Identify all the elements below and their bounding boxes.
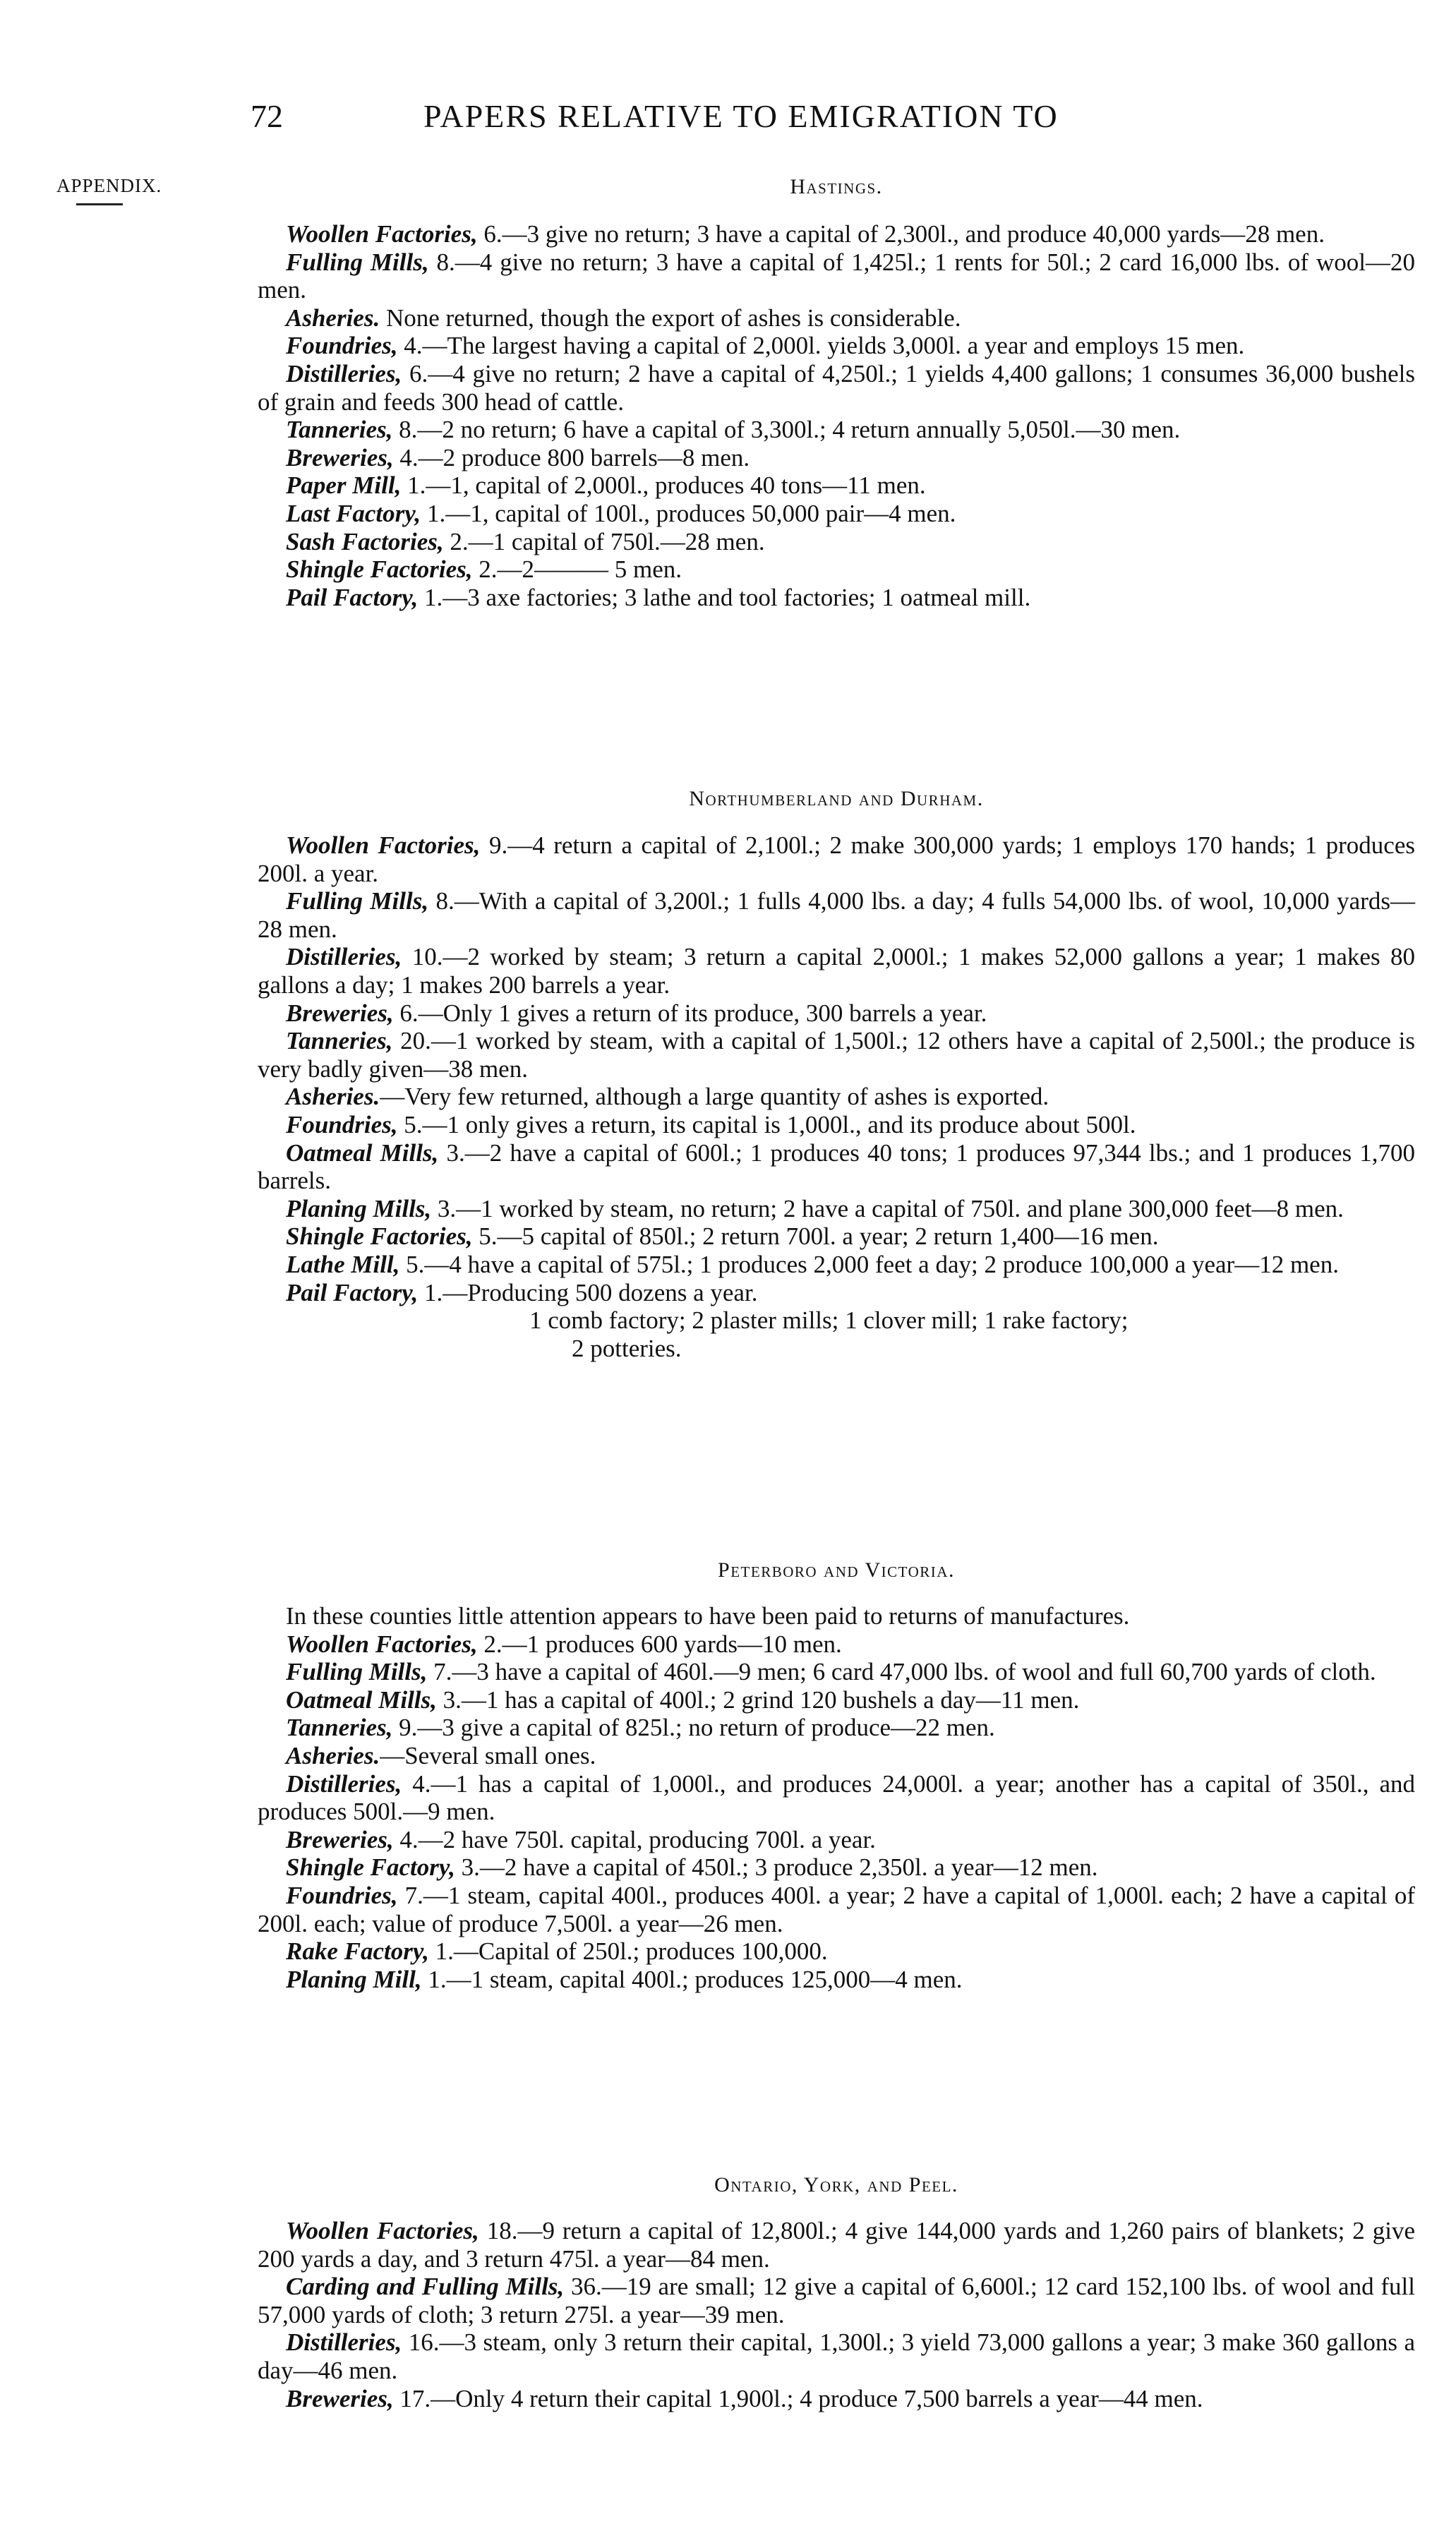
entry-paragraph (258, 1111, 1415, 1139)
entry-label: Distilleries, (286, 943, 402, 971)
entry-text: 5.—1 only gives a return, its capital is 1,000l., and its produce about 500l. (397, 1110, 1136, 1138)
entry-text: 2.—1 produces 600 yards—10 men. (477, 1630, 842, 1658)
running-head: PAPERS RELATIVE TO EMIGRATION TO (423, 98, 1059, 134)
entry-label: Tanneries, (286, 1027, 393, 1055)
section-body-northumberland (258, 831, 1415, 1362)
entry-label: Foundries, (286, 332, 398, 360)
entry-text: 1.—3 axe factories; 3 lathe and tool factories; 1 oatmeal mill. (418, 583, 1031, 611)
entry-label: Tanneries, (286, 1714, 393, 1742)
entry-text: 8.—4 give no return; 3 have a capital of 1,425l.; 1 rents for 50l.; 2 card 16,000 lbs. of wool—20 men. (258, 248, 1415, 304)
entry-text: 10.—2 worked by steam; 3 return a capital 2,000l.; 1 makes 52,000 gallons a year; 1 makes 80 gallons a day; 1 makes 200 barrels a year. (258, 943, 1415, 999)
entry-paragraph (258, 1966, 1415, 1994)
entry-text: 9.—4 return a capital of 2,100l.; 2 make 300,000 yards; 1 employs 170 hands; 1 produces 200l. a year. (258, 831, 1416, 887)
entry-paragraph (258, 1658, 1415, 1686)
entry-text: 1.—Capital of 250l.; produces 100,000. (428, 1937, 828, 1966)
entry-paragraph (258, 555, 1415, 584)
section-body-hastings (258, 220, 1415, 611)
entry-text: 7.—1 steam, capital 400l., produces 400l. a year; 2 have a capital of 1,000l. each; 2 have a capital of 200l. each; value of produce 7,500l. a year—26 men. (258, 1881, 1415, 1937)
entry-label: Fulling Mills, (286, 248, 429, 276)
entry-paragraph (258, 1602, 1415, 1630)
entry-text: —Several small ones. (380, 1741, 596, 1769)
entry-label: Shingle Factory, (286, 1853, 455, 1882)
entry-paragraph (258, 1686, 1415, 1714)
entry-label: Planing Mills, (286, 1194, 432, 1222)
entry-text: —Very few returned, although a large quantity of ashes is exported. (380, 1083, 1049, 1111)
entry-label: Shingle Factories, (286, 555, 473, 584)
entry-paragraph (258, 360, 1415, 416)
entry-text: 8.—2 no return; 6 have a capital of 3,300l.; 4 return annually 5,050l.—30 men. (392, 416, 1181, 444)
entry-label: Lathe Mill, (286, 1250, 400, 1278)
entry-text: 3.—1 has a capital of 400l.; 2 grind 120 bushels a day—11 men. (436, 1685, 1080, 1714)
entry-paragraph (258, 1826, 1415, 1854)
entry-paragraph (258, 248, 1415, 304)
entry-paragraph (258, 2273, 1415, 2328)
section-body-peterboro (258, 1602, 1415, 1993)
entry-paragraph (258, 2385, 1415, 2413)
entry-text: 4.—2 produce 800 barrels—8 men. (393, 443, 750, 471)
closing-line: 1 comb factory; 2 plaster mills; 1 clover mill; 1 rake factory; (529, 1306, 1129, 1335)
entry-paragraph (258, 2328, 1415, 2384)
entry-label: Breweries, (286, 1825, 394, 1853)
entry-text: 4.—2 have 750l. capital, producing 700l. a year. (393, 1825, 876, 1853)
entry-label: Woollen Factories, (286, 1630, 478, 1658)
entry-label: Fulling Mills, (286, 887, 429, 915)
entry-paragraph (258, 1251, 1415, 1279)
entry-text: 6.—Only 1 gives a return of its produce, 300 barrels a year. (393, 999, 987, 1027)
entry-label: Asheries. (286, 1741, 380, 1769)
entry-label: Distilleries, (286, 359, 402, 387)
entry-label: Woollen Factories, (286, 831, 481, 859)
entry-text: 8.—With a capital of 3,200l.; 1 fulls 4,000 lbs. a day; 4 fulls 54,000 lbs. of wool, 10,000 yards—28 men. (258, 887, 1415, 943)
entry-text: 20.—1 worked by steam, with a capital of 1,500l.; 12 others have a capital of 2,500l.; the produce is very badly given—38 men. (258, 1027, 1415, 1083)
entry-text: 2.—1 capital of 750l.—28 men. (443, 527, 765, 555)
entry-label: Woollen Factories, (286, 2217, 479, 2244)
entry-paragraph (258, 1222, 1415, 1251)
entry-label: Pail Factory, (286, 583, 419, 611)
entry-label: Sash Factories, (286, 527, 444, 555)
entry-label: Foundries, (286, 1110, 398, 1138)
entry-text: 1.—1, capital of 100l., produces 50,000 pair—4 men. (421, 499, 956, 527)
entry-paragraph (258, 1853, 1415, 1882)
section-heading-northumberland: Northumberland and Durham. (689, 787, 984, 810)
entry-paragraph (258, 1630, 1415, 1659)
entry-paragraph (258, 1279, 1415, 1307)
entry-paragraph (258, 416, 1415, 444)
entry-label: Distilleries, (286, 2328, 402, 2357)
entry-paragraph (258, 2217, 1415, 2273)
entry-label: Foundries, (286, 1881, 398, 1909)
entry-label: Tanneries, (286, 416, 393, 444)
entry-text: 6.—4 give no return; 2 have a capital of 4,250l.; 1 yields 4,400 gallons; 1 consumes 36,000 bushels of grain and feeds 300 head of cattle. (258, 359, 1415, 416)
entry-text: 5.—4 have a capital of 575l.; 1 produces 2,000 feet a day; 2 produce 100,000 a year—12 men. (399, 1250, 1339, 1278)
entry-label: Planing Mill, (286, 1965, 422, 1993)
entry-label: Rake Factory, (286, 1937, 429, 1966)
entry-text: 17.—Only 4 return their capital 1,900l.; 4 produce 7,500 barrels a year—44 men. (393, 2384, 1203, 2412)
entry-text: 6.—3 give no return; 3 have a capital of 2,300l., and produce 40,000 yards—28 men. (477, 220, 1325, 248)
entry-text: 7.—3 have a capital of 460l.—9 men; 6 card 47,000 lbs. of wool and full 60,700 yards of cloth. (427, 1658, 1376, 1686)
entry-label: Oatmeal Mills, (286, 1685, 437, 1714)
entry-label: Breweries, (286, 443, 394, 471)
entry-paragraph (258, 1714, 1415, 1742)
entry-paragraph (258, 1027, 1415, 1083)
entry-label: Carding and Fulling Mills, (286, 2273, 565, 2301)
entry-label: Fulling Mills, (286, 1658, 428, 1686)
entry-label: Pail Factory, (286, 1278, 419, 1306)
entry-text: 3.—2 have a capital of 600l.; 1 produces 40 tons; 1 produces 97,344 lbs.; and 1 produces 1,700 barrels. (258, 1138, 1415, 1195)
entry-paragraph (258, 943, 1415, 999)
entry-label: Breweries, (286, 2384, 394, 2412)
entry-text: 1.—Producing 500 dozens a year. (418, 1278, 758, 1306)
entry-text: 3.—2 have a capital of 450l.; 3 produce 2,350l. a year—12 men. (455, 1853, 1098, 1882)
entry-text: 4.—The largest having a capital of 2,000l. yields 3,000l. a year and employs 15 men. (397, 332, 1245, 360)
section-body-ontario (258, 2217, 1415, 2412)
entry-text: 36.—19 are small; 12 give a capital of 6,600l.; 12 card 152,100 lbs. of wool and full 57,000 yards of cloth; 3 return 275l. a year—39 men. (258, 2273, 1416, 2328)
entry-paragraph (258, 999, 1415, 1028)
entry-label: Asheries. (286, 303, 380, 332)
entry-label: Distilleries, (286, 1769, 402, 1798)
section-heading-hastings: Hastings. (790, 175, 883, 198)
entry-paragraph (258, 1882, 1415, 1937)
entry-paragraph (258, 528, 1415, 556)
entry-paragraph (258, 1770, 1415, 1826)
entry-text: 1.—1, capital of 2,000l., produces 40 tons—11 men. (401, 471, 926, 500)
entry-label: Last Factory, (286, 499, 421, 527)
entry-paragraph (258, 471, 1415, 500)
entry-text: 4.—1 has a capital of 1,000l., and produces 24,000l. a year; another has a capital of 350l., and produces 500l.—9 men. (258, 1769, 1415, 1826)
entry-paragraph (258, 444, 1415, 472)
margin-note: APPENDIX. (56, 175, 162, 196)
entry-text: In these counties little attention appears to have been paid to returns of manufactures. (286, 1602, 1130, 1630)
closing-list (258, 1306, 1415, 1362)
entry-text: 1.—1 steam, capital 400l.; produces 125,000—4 men. (421, 1965, 963, 1993)
entry-text: 2.—2——— 5 men. (472, 555, 682, 584)
entry-label: Shingle Factories, (286, 1222, 473, 1251)
entry-paragraph (258, 304, 1415, 332)
entry-paragraph (258, 1139, 1415, 1195)
entry-text: 9.—3 give a capital of 825l.; no return of produce—22 men. (392, 1714, 995, 1742)
entry-text: 18.—9 return a capital of 12,800l.; 4 give 144,000 yards and 1,260 pairs of blankets; 2 give 200 yards a day, and 3 return 475l. a year—84 men. (258, 2217, 1416, 2273)
entry-label: Woollen Factories, (286, 220, 478, 248)
entry-text: None returned, though the export of ashes is considerable. (380, 303, 961, 332)
entry-paragraph (258, 1083, 1415, 1111)
entry-label: Paper Mill, (286, 471, 402, 500)
entry-paragraph (258, 1195, 1415, 1223)
entry-paragraph (258, 1742, 1415, 1770)
entry-label: Asheries. (286, 1083, 380, 1111)
entry-paragraph (258, 584, 1415, 612)
entry-paragraph (258, 887, 1415, 943)
margin-rule (76, 203, 123, 205)
section-heading-peterboro: Peterboro and Victoria. (718, 1558, 955, 1582)
entry-paragraph (258, 1937, 1415, 1966)
entry-paragraph (258, 500, 1415, 528)
entry-label: Oatmeal Mills, (286, 1138, 439, 1167)
entry-paragraph (258, 220, 1415, 248)
closing-line: 2 potteries. (572, 1334, 682, 1362)
section-heading-ontario: Ontario, York, and Peel. (714, 2173, 958, 2196)
entry-text: 5.—5 capital of 850l.; 2 return 700l. a year; 2 return 1,400—16 men. (472, 1222, 1159, 1251)
entry-paragraph (258, 831, 1415, 887)
entry-text: 3.—1 worked by steam, no return; 2 have a capital of 750l. and plane 300,000 feet—8 men. (431, 1194, 1344, 1222)
entry-label: Breweries, (286, 999, 394, 1027)
page-number: 72 (251, 98, 283, 134)
entry-paragraph (258, 332, 1415, 360)
entry-text: 16.—3 steam, only 3 return their capital, 1,300l.; 3 yield 73,000 gallons a year; 3 make 360 gallons a day—46 men. (258, 2328, 1415, 2384)
